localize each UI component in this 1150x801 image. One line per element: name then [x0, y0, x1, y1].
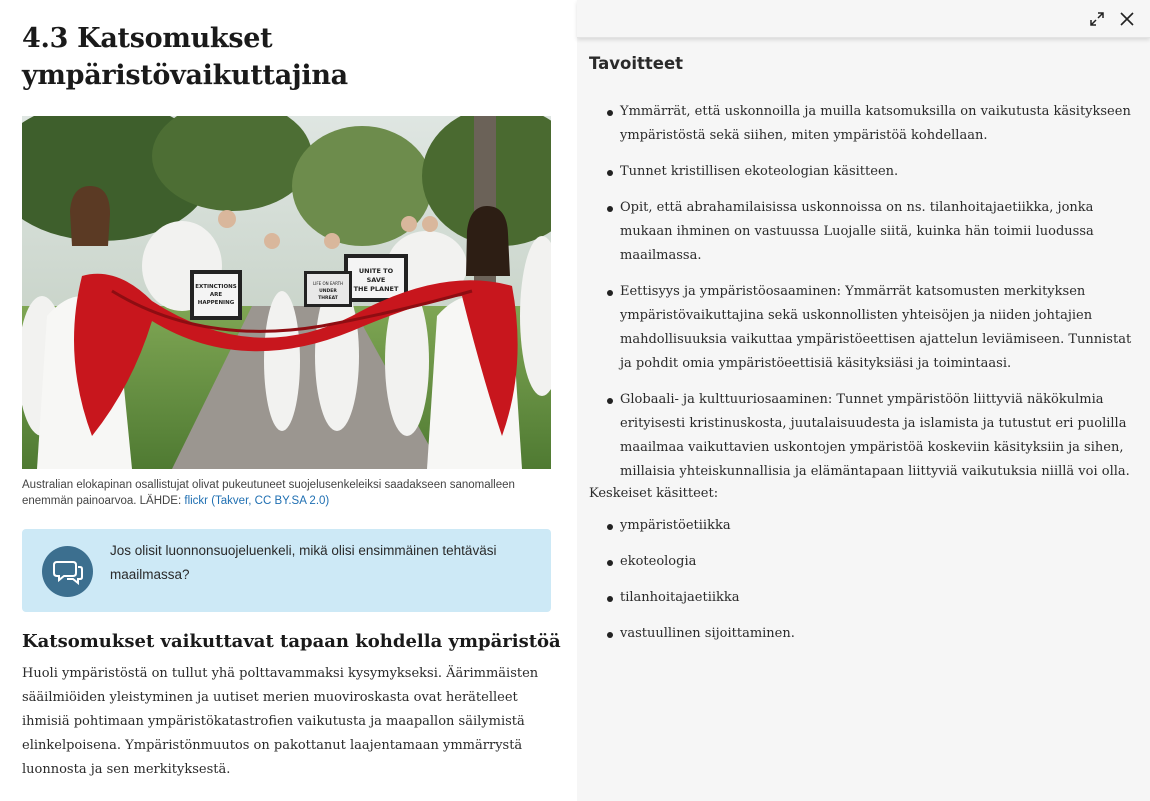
concepts-label: Keskeiset käsitteet:: [589, 486, 719, 501]
list-item: ekoteologia: [605, 550, 1125, 574]
section-heading: Katsomukset vaikuttavat tapaan kohdella ympäristöä: [22, 631, 561, 652]
source-link[interactable]: flickr (Takver, CC BY.SA 2.0): [184, 495, 330, 507]
caption-text: Australian elokapinan osallistujat olivat pukeutuneet suojelusenkeleiksi saadakseen sanomalleen enemmän painoarvoa. LÄHDE:: [22, 479, 515, 507]
list-item: Tunnet kristillisen ekoteologian käsitteen.: [605, 160, 1137, 184]
goals-list: [605, 100, 1137, 496]
list-item: vastuullinen sijoittaminen.: [605, 622, 1125, 646]
question-text: Jos olisit luonnonsuojeluenkeli, mikä olisi ensimmäinen tehtäväsi maailmassa?: [110, 543, 497, 582]
svg-text:SAVE: SAVE: [366, 276, 386, 284]
svg-text:EXTINCTIONS: EXTINCTIONS: [195, 284, 237, 290]
panel-title: Tavoitteet: [589, 54, 684, 73]
list-item: Eettisyys ja ympäristöosaaminen: Ymmärrät katsomusten merkityksen ympäristövaikuttajina sekä uskonnollisten yhteisöjen ja niiden johtajien mahdollisuuksia vaikuttaa ympäristöeettisen ajattelun leviämiseen. Tunnistat ja pohdit omia ympäristöeettisiä käsityksiäsi ja toimintaasi.: [605, 280, 1137, 376]
svg-text:THREAT: THREAT: [318, 296, 338, 301]
svg-text:ARE: ARE: [209, 292, 223, 298]
close-icon[interactable]: [1118, 10, 1136, 28]
panel-toolbar: [577, 0, 1150, 38]
list-item: ympäristöetiikka: [605, 514, 1125, 538]
list-item: tilanhoitajaetiikka: [605, 586, 1125, 610]
body-paragraph: Huoli ympäristöstä on tullut yhä polttavammaksi kysymykseksi. Äärimmäisten sääilmiöiden yleistyminen ja uutiset merien muoviroskasta ovat herätelleet ihmisiä pohtimaan ympäristökatastrofien vaikutusta ja maapallon säilymistä elinkelpoisena. Ympäristönmuutos on pakottanut laajentamaan ymmärrystä luonnosta ja sen merkityksestä.: [22, 666, 539, 777]
page-title: 4.3 Katsomukset ympäristövaikuttajina: [22, 23, 348, 91]
question-box: [22, 529, 551, 612]
expand-icon[interactable]: [1088, 10, 1106, 28]
svg-text:UNDER: UNDER: [319, 289, 337, 294]
list-item: Globaali- ja kulttuuriosaaminen: Tunnet ympäristöön liittyviä näkökulmia erityisesti kristinuskosta, juutalaisuudesta ja islamista ja tutustut eri puolilla maailmaa vaikuttavien uskontojen ympäristöä koskeviin käsityksiin ja sihen, millaisia yhteiskunnallisia ja elämäntapaan liittyviä vaikutuksia niillä voi olla.: [605, 388, 1137, 484]
svg-text:LIFE ON EARTH: LIFE ON EARTH: [312, 281, 344, 286]
concepts-list: [605, 514, 1125, 658]
chat-bubbles-icon: [42, 546, 93, 597]
list-item: Ymmärrät, että uskonnoilla ja muilla katsomuksilla on vaikutusta käsitykseen ympäristöstä sekä siihen, miten ympäristöä kohdellaan.: [605, 100, 1137, 148]
goals-panel: [577, 0, 1150, 801]
svg-text:UNITE TO: UNITE TO: [358, 267, 394, 275]
svg-text:HAPPENING: HAPPENING: [197, 300, 235, 306]
photo-caption: [22, 477, 551, 509]
list-item: Opit, että abrahamilaisissa uskonnoissa on ns. tilanhoitajaetiikka, jonka mukaan ihminen on vastuussa Luojalle siitä, kuinka hän toimii luodussa maailmassa.: [605, 196, 1137, 268]
svg-text:THE PLANET: THE PLANET: [353, 285, 399, 293]
article-photo: [22, 116, 551, 469]
